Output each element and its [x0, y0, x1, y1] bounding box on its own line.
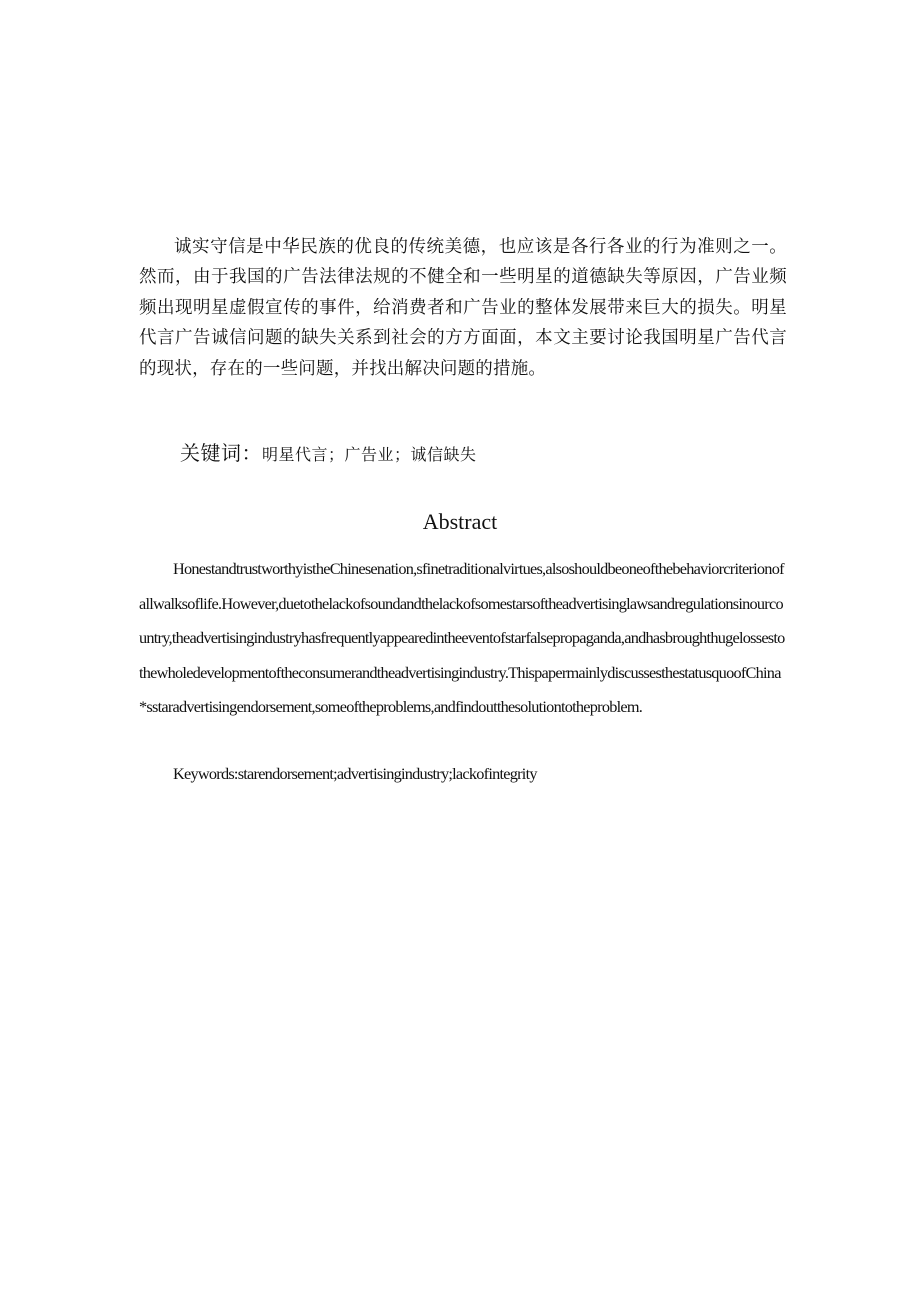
chinese-abstract-paragraph: 诚实守信是中华民族的优良的传统美德，也应该是各行各业的行为准则之一。然而，由于我国的广告法律法规的不健全和一些明星的道德缺失等原因，广告业频频出现明星虚假宣传的事件，给消费者和广告业的整体发展带来巨大的损失。明星代言广告诚信问题的缺失关系到社会的方方面面，本文主要讨论我国明星广告代言的现状，存在的一些问题，并找出解决问题的措施。 [139, 237, 787, 379]
chinese-keywords-value: 明星代言；广告业；诚信缺失 [262, 445, 477, 464]
chinese-keywords-label: 关键词： [180, 441, 262, 465]
english-abstract-paragraph: HonestandtrustworthyistheChinesenation,sfinetraditionalvirtues,alsoshouldbeoneofthebehaviorcriterionofallwalksoflife.However,duetothelackofsoundandthelackofsomestarsoftheadvertisinglawsandregulationsinourcountry,theadvertisingindustryhasfrequentlyappearedintheeventofstarfalsepropaganda,andhasbroughthugelossestothewholedevelopmentoftheconsumerandtheadvertisingindustry.ThispapermainlydiscussesthestatusquoofChina*sstaradvertisingendorsement,someoftheproblems,andfindoutthesolutiontotheproblem. [139, 559, 785, 717]
english-keywords-line: Keywords:starendorsement;advertisingindustry;lackofintegrity [173, 764, 537, 783]
chinese-keywords-line [180, 437, 780, 466]
abstract-heading: Abstract [422, 509, 498, 534]
